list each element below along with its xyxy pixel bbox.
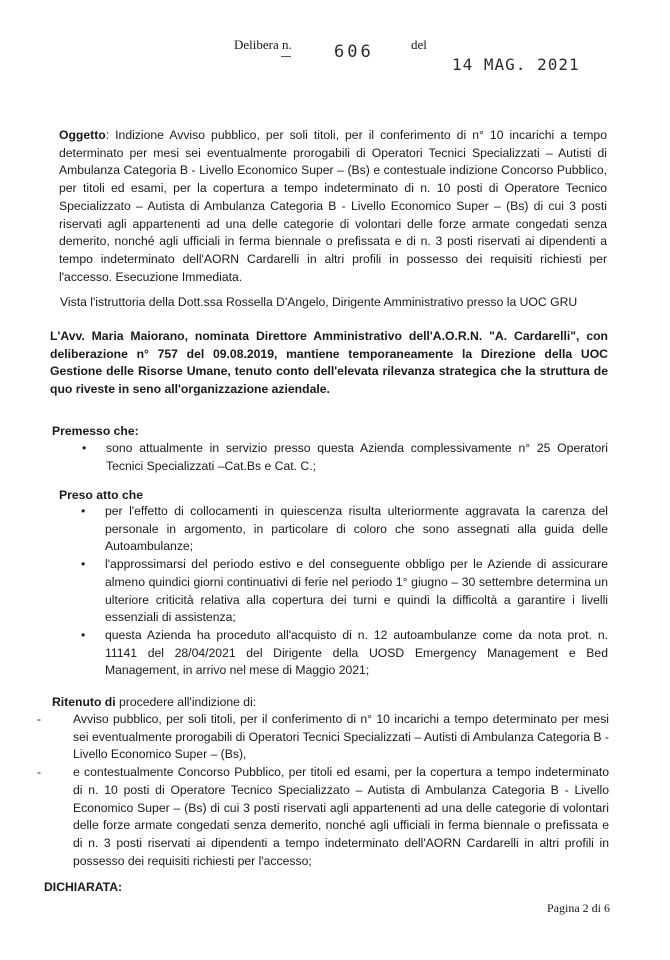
list-item: [81, 503, 608, 556]
delibera-dash-mark: [281, 56, 291, 57]
list-item: [82, 440, 608, 475]
delibera-label: Delibera n.: [234, 37, 292, 52]
ritenuto-heading-rest: procedere all'indizione di:: [115, 695, 257, 709]
ritenuto-heading: [52, 694, 256, 712]
list-item: [37, 711, 609, 764]
preso-atto-item-text: questa Azienda ha proceduto all'acquisto di n. 12 autoambulanze come da nota prot. n. 11141 del 28/04/2021 del Dirigente della UOSD Emergency Management e Bed Management, in arrivo nel mese di Maggio 2021;: [105, 627, 608, 678]
ritenuto-list: [37, 711, 609, 870]
premesso-item-text: sono attualmente in servizio presso questa Azienda complessivamente n° 25 Operatori Tecnici Specializzati –Cat.Bs e Cat. C.;: [106, 441, 608, 473]
vista-paragraph: Vista l'istruttoria della Dott.ssa Rossella D'Angelo, Dirigente Amministrativo presso la UOC GRU: [60, 295, 578, 309]
list-item: [81, 556, 608, 627]
preso-atto-item-text: l'approssimarsi del periodo estivo e del conseguente obbligo per le Aziende di assicurare almeno quindici giorni continuativi di ferie nel periodo 1° giugno – 30 settembre determina un ulteriore criticità relativa alla copertura dei turni e quindi la difficoltà a garantire i livelli essenziali di assistenza;: [105, 557, 608, 625]
page-number: Pagina 2 di 6: [547, 901, 610, 915]
preso-atto-list: [81, 503, 608, 680]
del-label: del: [411, 37, 427, 52]
dichiarata-heading: DICHIARATA:: [44, 880, 123, 894]
bullet-icon: •: [81, 557, 86, 572]
ritenuto-item-text: e contestualmente Concorso Pubblico, per titoli ed esami, per la copertura a tempo indeterminato di n. 10 posti di Operatore Tecnico Specializzato – Autista di Ambulanza Categoria B - Livello Economico Super – (Bs) di cui 3 posti riservati agli appartenenti ad una delle categorie di volontari delle forze armate congedati senza demerito, nonché agli ufficiali in ferma biennale o prefissata e di n. 3 posti riservati ai dipendenti a tempo indeterminato dell'AORN Cardarelli in altri profili in possesso dei requisiti richiesti per l'accesso;: [73, 765, 609, 868]
premesso-list: [82, 440, 608, 475]
oggetto-text: : Indizione Avviso pubblico, per soli titoli, per il conferimento di n° 10 incarichi a tempo determinato per mesi sei eventualmente prorogabili di Operatori Tecnici Specializzati – Autisti di Ambulanza Categoria B - Livello Economico Super – (Bs) e contestuale indizione Concorso Pubblico, per titoli ed esami, per la copertura a tempo indeterminato di n. 10 posti di Operatore Tecnico Specializzato – Autista di Ambulanza Categoria B - Livello Economico Super – (Bs) di cui 3 posti riservati agli appartenenti ad una delle categorie di volontari delle forze armate congedati senza demerito, nonché agli ufficiali in ferma biennale o prefissata e di n. 3 posti riservati ai dipendenti a tempo indeterminato dell'AORN Cardarelli in altri profili in possesso dei requisiti richiesti per l'accesso. Esecuzione Immediata.: [59, 128, 607, 284]
preso-atto-item-text: per l'effetto di collocamenti in quiescenza risulta ulteriormente aggravata la carenza del personale in argomento, in particolare di coloro che sono assegnati alla guida delle Autoambulanze;: [105, 504, 608, 554]
list-item: [37, 764, 609, 870]
preso-atto-heading: Preso atto che: [59, 488, 143, 502]
delibera-date: 14 MAG. 2021: [452, 55, 580, 74]
delibera-number: 606: [334, 42, 374, 62]
avv-paragraph: L'Avv. Maria Maiorano, nominata Direttore Amministrativo dell'A.O.R.N. "A. Cardarelli", con deliberazione n° 757 del 09.08.2019, mantiene temporaneamente la Direzione della UOC Gestione delle Risorse Umane, tenuto conto dell'elevata rilevanza strategica che la struttura de quo riveste in seno all'organizzazione aziendale.: [50, 329, 608, 397]
dash-icon: -: [37, 765, 42, 780]
ritenuto-heading-bold: Ritenuto di: [52, 695, 116, 709]
dash-icon: -: [37, 712, 42, 726]
oggetto-paragraph: [59, 127, 607, 286]
bullet-icon: •: [81, 504, 86, 518]
list-item: [81, 627, 608, 680]
bullet-icon: •: [82, 441, 87, 455]
oggetto-label: Oggetto: [59, 128, 106, 142]
bullet-icon: •: [81, 627, 86, 642]
premesso-heading: Premesso che:: [52, 424, 139, 438]
ritenuto-item-text: Avviso pubblico, per soli titoli, per il conferimento di n° 10 incarichi a tempo determinato per mesi sei eventualmente prorogabili di Operatori Tecnici Specializzati – Autisti di Ambulanza Categoria B - Livello Economico Super – (Bs),: [73, 712, 609, 762]
